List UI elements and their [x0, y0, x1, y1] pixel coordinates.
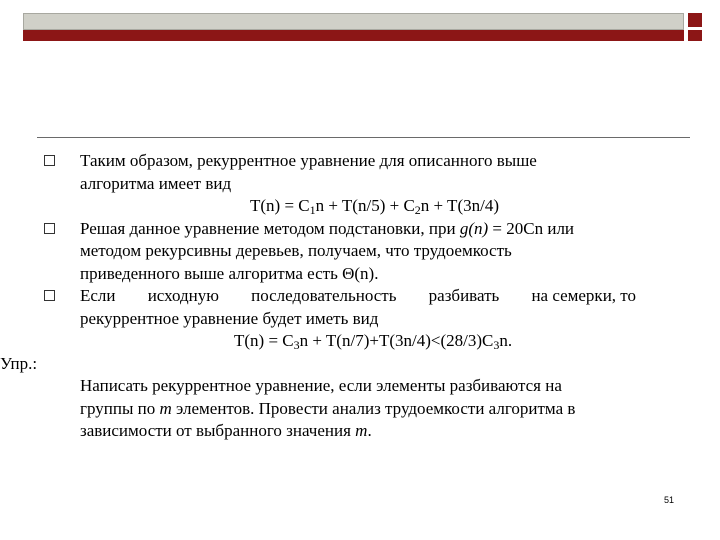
page-number: 51 — [664, 495, 675, 505]
exercise-label: Упр.: — [0, 353, 38, 373]
bullet-text: Если исходную последовательность разбивать на семерки, то — [80, 286, 636, 305]
title-divider — [37, 137, 690, 138]
square-bullet-icon — [44, 155, 55, 166]
corner-square-top — [688, 13, 702, 27]
exercise-text: группы по m элементов. Провести анализ трудоемкости алгоритма в — [80, 398, 576, 418]
bullet-text: Решая данное уравнение методом подстановки, при g(n) = 20Cn или — [80, 218, 575, 238]
bullet-text: Таким образом, рекуррентное уравнение для описанного выше — [80, 151, 537, 170]
exercise-text: зависимости от выбранного значения m. — [80, 421, 372, 440]
slide-body — [0, 150, 684, 443]
bullet-item-3 — [44, 285, 684, 353]
formula: $T(n) = C_3n + T(n/7)+T(3n/4)<(28/3)C_3n$. — [234, 331, 513, 352]
square-bullet-icon — [44, 223, 55, 234]
bullet-text: алгоритма имеет вид — [80, 173, 232, 193]
header-bar-gray — [23, 13, 684, 30]
bullet-item-2 — [44, 218, 684, 286]
header-bar-red — [23, 30, 684, 41]
bullet-item-1 — [44, 150, 684, 218]
exercise-text: Написать рекуррентное уравнение, если элементы разбиваются на — [80, 376, 562, 395]
square-bullet-icon — [44, 290, 55, 301]
corner-square-bottom — [688, 30, 702, 41]
bullet-text: рекуррентное уравнение будет иметь вид — [80, 308, 379, 328]
bullet-text: приведенного выше алгоритма есть Θ(n). — [80, 263, 379, 283]
bullet-text: методом рекурсивны деревьев, получаем, что трудоемкость — [80, 241, 512, 260]
formula: $T(n) = C_1n + T(n/5) + C_2n + T(3n/4)$ — [250, 196, 499, 217]
